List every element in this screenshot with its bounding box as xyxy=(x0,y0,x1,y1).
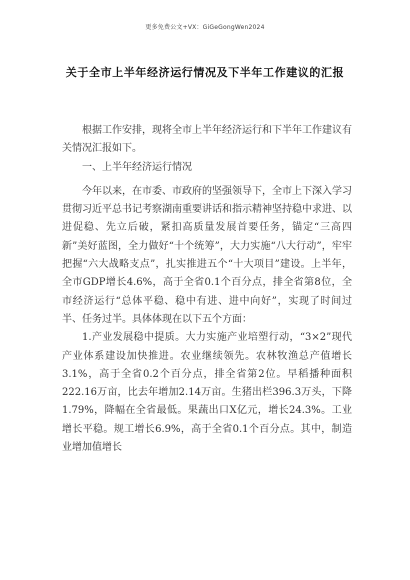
body-paragraph: 今年以来，在市委、市政府的坚强领导下，全市上下深入学习贯彻习近平总书记考察湖南重要讲话和指示精神坚持稳中求进、以进促稳、先立后破，紧扣高质量发展首要任务，锚定“三高四新”美好蓝图，全力做好“十个统筹”，大力实施“八大行动”，牢牢把握“六大战略支点”，扎实推进五个“十大项目”建设。上半年，全市GDP增长4.6%，高于全省0.1个百分点，排全省第8位，全市经济运行“总体平稳、稳中有进、进中向好”，实现了时间过半、任务过半。具体体现在以下五个方面： xyxy=(62,185,352,325)
body-paragraph: 1.产业发展稳中提质。大力实施产业培塑行动，“3×2”现代产业体系建设加快推进。农业继续领先。农林牧渔总产值增长3.1%，高于全省0.2个百分点，排全省第2位。早稻播种面积222.16万亩，比去年增加2.14万亩。生猪出栏396.3万头，下降1.79%，降幅在全省最低。果蔬出口X亿元，增长24.3%。工业增长平稳。规工增长6.9%，高于全省0.1个百分点。其中，制造业增加值增长 xyxy=(62,332,352,454)
document-title: 关于全市上半年经济运行情况及下半年工作建议的汇报 xyxy=(65,66,345,79)
section-heading: 一、上半年经济运行情况 xyxy=(82,161,192,173)
watermark-header: 更多免费公文+VX：GiGeGongWen2024 xyxy=(145,24,265,31)
intro-paragraph: 根据工作安排，现将全市上半年经济运行和下半年工作建议有关情况汇报如下。 xyxy=(62,125,352,155)
document-body xyxy=(62,122,352,457)
